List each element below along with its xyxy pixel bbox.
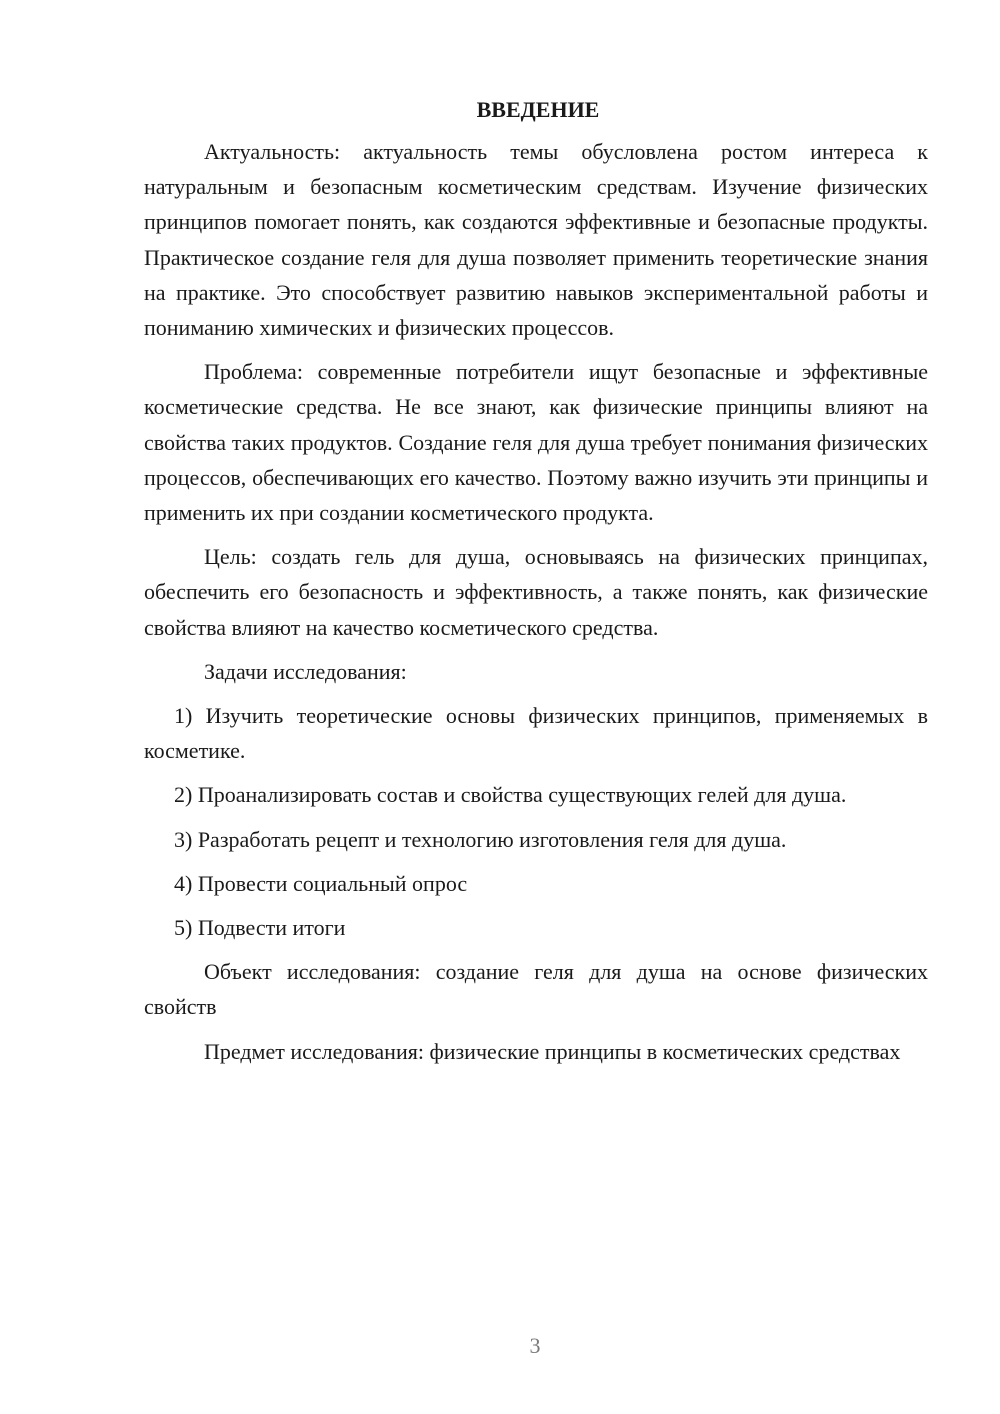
tasks-list [144,698,928,945]
paragraph-subject: Предмет исследования: физические принципы в косметических средствах [204,1038,901,1064]
document-title: ВВЕДЕНИЕ [476,97,600,122]
page-number: 3 [529,1333,541,1358]
task-item-4: 4) Провести социальный опрос [174,870,468,896]
task-item-1: 1) Изучить теоретические основы физических принципов, применяемых в косметике. [144,703,928,764]
paragraph-relevance: Актуальность: актуальность темы обусловлена ростом интереса к натуральным и безопасным косметическим средствам. Изучение физических принципов помогает понять, как создаются эффективные и безопасные продукты. Практическое создание геля для душа позволяет применить теоретические знания на практике. Это способствует развитию навыков экспериментальной работы и пониманию химических и физических процессов. [144,139,928,341]
task-item-2: 2) Проанализировать состав и свойства существующих гелей для душа. [174,782,847,808]
paragraph-problem: Проблема: современные потребители ищут безопасные и эффективные косметические средства. Не все знают, как физические принципы влияют на свойства таких продуктов. Создание геля для душа требует понимания физических процессов, обеспечивающих его качество. Поэтому важно изучить эти принципы и применить их при создании косметического продукта. [144,359,928,526]
paragraph-object: Объект исследования: создание геля для душа на основе физических свойств [144,959,928,1020]
task-item-5: 5) Подвести итоги [174,915,346,941]
task-item-3: 3) Разработать рецепт и технологию изготовления геля для душа. [174,826,787,852]
tasks-heading: Задачи исследования: [204,658,407,684]
document-page [144,92,928,1078]
paragraph-goal: Цель: создать гель для душа, основываясь на физических принципах, обеспечить его безопасность и эффективность, а также понять, как физические свойства влияют на качество косметического средства. [144,544,928,640]
